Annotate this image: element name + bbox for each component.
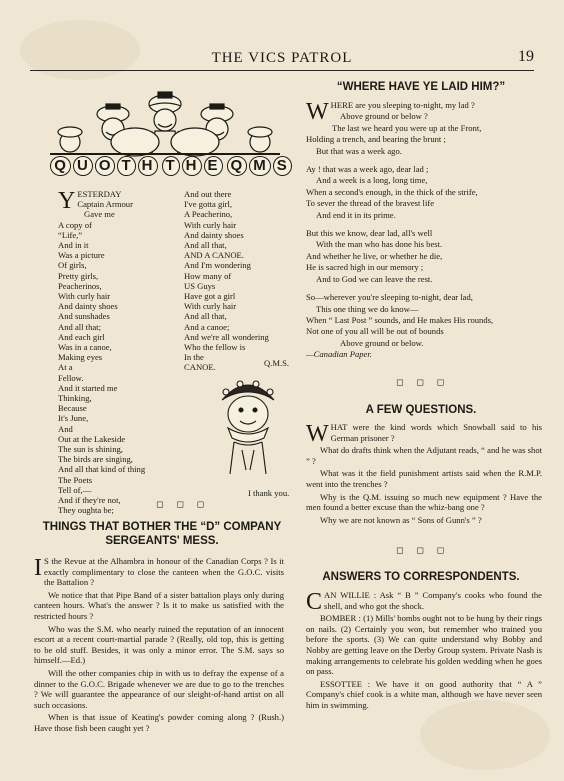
verse-line: But that was a week ago. — [316, 145, 402, 156]
poem-line: And a canoe; — [184, 321, 230, 332]
verse-line: So—wherever you're sleeping to-night, dear lad, — [306, 292, 473, 303]
things-heading: THINGS THAT BOTHER THE “D” COMPANY SERGEANTS' MESS. — [42, 521, 282, 547]
poem-line: Was in a canoe, — [58, 342, 112, 353]
things-paragraph: When is that issue of Keating's powder coming along ? (Rush.) Have those fish been caught yet ? — [34, 712, 284, 733]
poem-line: I've gotta girl, — [184, 199, 233, 210]
poem-thanks: I thank you. — [248, 488, 290, 498]
questions-body — [306, 422, 542, 527]
verse-line: And to God we can leave the rest. — [316, 273, 433, 284]
publication-title: THE VICS PATROL — [211, 50, 353, 66]
stanza-gap — [306, 221, 542, 228]
poem-line: And all that, — [184, 240, 227, 251]
poem-line: Because — [58, 403, 87, 414]
verse-line: Holding a trench, and bearing the brunt ; — [306, 134, 446, 145]
verse-line: When “ Last Post ” sounds, and He makes His rounds, — [306, 314, 494, 325]
verse-line: HERE are you sleeping to-night, my lad ? — [330, 100, 475, 110]
poem-line: And it started me — [58, 382, 118, 393]
poem-line: The Poets — [58, 474, 93, 485]
poem-line: They oughta be; — [58, 505, 114, 516]
section-separator: ◻ ◻ ◻ — [156, 500, 210, 510]
poem-line: And all that, — [184, 311, 227, 322]
verse-line: This one thing we do know— — [316, 303, 419, 314]
poem-line: And dainty shoes — [58, 301, 118, 312]
poem-line: Of girls, — [58, 260, 87, 271]
banner-letter: E — [204, 156, 223, 176]
banner-letter: S — [273, 156, 292, 176]
poem-line: Was a picture — [58, 250, 105, 261]
things-body — [34, 556, 284, 736]
drop-cap: W — [306, 99, 329, 125]
poem-line: Have got a girl — [184, 291, 236, 302]
drop-cap: I — [34, 555, 42, 581]
verse-line: Ay ! that was a week ago, dear lad ; — [306, 164, 429, 175]
banner-letter: M — [249, 156, 271, 176]
poem-line: And dainty shoes — [184, 229, 244, 240]
verse-line: And a week is a long, long time, — [316, 175, 428, 186]
poem-line: And we're all wondering — [184, 331, 269, 342]
poem-line: The sun is shining, — [58, 444, 123, 455]
verse-line: But this we know, dear lad, all's well — [306, 228, 433, 239]
drop-cap: C — [306, 589, 323, 615]
poem-line: “Life,” — [58, 229, 83, 240]
poem-line: Who the fellow is — [184, 342, 246, 353]
poem-line: Pretty girls, — [58, 270, 99, 281]
poem-line: Fellow. — [58, 372, 84, 383]
poem-line: US Guys — [184, 280, 216, 291]
banner-letter: T — [117, 156, 135, 176]
section-separator: ◻ ◻ ◻ — [396, 378, 450, 388]
poem-line: Thinking, — [58, 393, 92, 404]
drop-cap: Y — [58, 188, 76, 214]
question-paragraph: Why is the Q.M. issuing so much new equipment ? Have the men found a better excuse than the whiz-bang one ? — [306, 491, 542, 513]
verse-line: Above ground or below. — [340, 337, 424, 348]
poem-line: Making eyes — [58, 352, 103, 363]
answers-body — [306, 590, 542, 713]
verse-line: To sever the thread of the bravest life — [306, 198, 435, 209]
banner-letter: Q — [227, 156, 248, 176]
poem-column-1 — [58, 189, 168, 516]
question-paragraph — [306, 421, 542, 447]
verse-line: And end it in its prime. — [316, 209, 396, 220]
laid-poem — [306, 100, 542, 361]
answers-heading: ANSWERS TO CORRESPONDENTS. — [322, 571, 520, 583]
poem-line: And in it — [58, 240, 89, 251]
banner-letter: H — [182, 156, 202, 176]
poem-line: Out at the Lakeside — [58, 433, 126, 444]
answer-paragraph: BOMBER : (1) Mills' bombs ought not to be hung by their rings on nails. (2) Certainly you won, but remember who trained you before the sports. (3) We can quite understand why Bobby and Nobby are getting leave on the Derby Group system. Private Nash is making arrangements to celebrate his golden wedding when he goes on pass. — [306, 613, 542, 677]
question-paragraph: What was it the field punishment artists said when the R.M.P. went into the trenches ? — [306, 468, 542, 489]
poem-line: AND A CANOE. — [184, 250, 244, 261]
poem-line: CANOE. — [184, 362, 216, 373]
poem-line: And sunshades — [58, 311, 110, 322]
poem-line: Peacherinos, — [58, 280, 102, 291]
laid-heading: “WHERE HAVE YE LAID HIM?” — [336, 81, 506, 93]
things-paragraph: We notice that that Pipe Band of a sister battalion plays only during canteen hours. What's the answer ? Is it to make us satisfied with the restricted hours ? — [34, 589, 284, 621]
poem-line: And — [58, 423, 73, 434]
verse-line: Above ground or below ? — [340, 111, 428, 122]
drop-cap: W — [306, 421, 329, 447]
section-separator: ◻ ◻ ◻ — [396, 546, 450, 556]
poem-line: Tell of,— — [58, 484, 92, 495]
poem-line: How many of — [184, 270, 232, 281]
poem-line: ESTERDAY — [77, 189, 122, 199]
verse-line: Not one of you all will be out of bounds — [306, 326, 444, 337]
banner-letter: T — [162, 156, 180, 176]
things-paragraph: Who was the S.M. who nearly ruined the reputation of an innocent escort at a recent court-martial parade ? (Really, old top, this is getting to be old stuff. Besides, it was only a minor error. The S.M. says so himself.—Ed.) — [34, 623, 284, 666]
page-number: 19 — [518, 48, 534, 65]
poem-line: At a — [58, 362, 73, 373]
stanza-gap — [306, 285, 542, 292]
answer-paragraph: ESSOTTEE : We have it on good authority that “ A ” Company's chief cook is a white man, although we have never seen him in swimming. — [306, 678, 542, 710]
poem-line: Gave me — [84, 209, 115, 220]
things-paragraph — [34, 556, 284, 588]
verse-line: When a second's enough, in the thick of the strife, — [306, 186, 478, 197]
poem-line: And if they're not, — [58, 495, 121, 506]
poem-line: With curly hair — [184, 301, 237, 312]
poem-line: A Peacherino, — [184, 209, 233, 220]
poem-line: With curly hair — [58, 291, 111, 302]
poem-line: And all that kind of thing — [58, 464, 146, 475]
poem-line: It's June, — [58, 413, 89, 424]
question-paragraph: Why we are not known as “ Sons of Gunn's ” ? — [320, 514, 482, 525]
poem-line: The birds are singing, — [58, 454, 133, 465]
paragraph-text: AN WILLIE : Ask “ B ” Company's cooks who found the shell, and who got the shock. — [324, 590, 542, 611]
verse-line: With the man who has done his best. — [316, 239, 443, 250]
poem-column-2 — [184, 189, 294, 373]
poem-line: Captain Armour — [77, 199, 133, 210]
answer-paragraph — [306, 589, 542, 615]
verse-line: He is sacred high in our memory ; — [306, 262, 424, 273]
poem-line: In the — [184, 352, 204, 363]
paragraph-text: S the Revue at the Alhambra in honour of the Canadian Corps ? Is it exactly complimentary to close the canteen when the G.O.C. visits the Battalion ? — [44, 556, 284, 588]
quoth-the-qms-banner — [54, 154, 288, 178]
poem-signature: Q.M.S. — [264, 358, 290, 368]
banner-letter: Q — [50, 156, 71, 176]
banner-letter: U — [73, 156, 93, 176]
verse-line: And whether he live, or whether he die, — [306, 250, 443, 261]
questions-heading: A FEW QUESTIONS. — [365, 404, 477, 416]
verse-line: The last we heard you were up at the Front, — [332, 122, 482, 133]
poem-line: And all that; — [58, 321, 101, 332]
banner-letter: O — [95, 156, 116, 176]
poem-line: And out there — [184, 189, 232, 199]
child-illustration — [212, 370, 284, 480]
poem-line: And I'm wondering — [184, 260, 251, 271]
banner-letter: H — [138, 156, 158, 176]
stanza-gap — [306, 157, 542, 164]
poem-line: With curly hair — [184, 219, 237, 230]
verse-line: —Canadian Paper. — [306, 349, 372, 360]
paragraph-text: HAT were the kind words which Snowball said to his German prisoner ? — [330, 422, 542, 443]
poem-line: A copy of — [58, 219, 92, 230]
things-paragraph: Will the other companies chip in with us to defray the expense of a dinner to the G.O.C. Brigade whenever we are due to go to the trenches ? We will guarantee the appearance of our sleight-of-hand artist on all such occasions. — [34, 667, 284, 710]
page-header — [30, 48, 534, 71]
question-paragraph: What do drafts think when the Adjutant reads, “ and he was shot ” ? — [306, 445, 542, 466]
poem-line: And each girl — [58, 331, 105, 342]
